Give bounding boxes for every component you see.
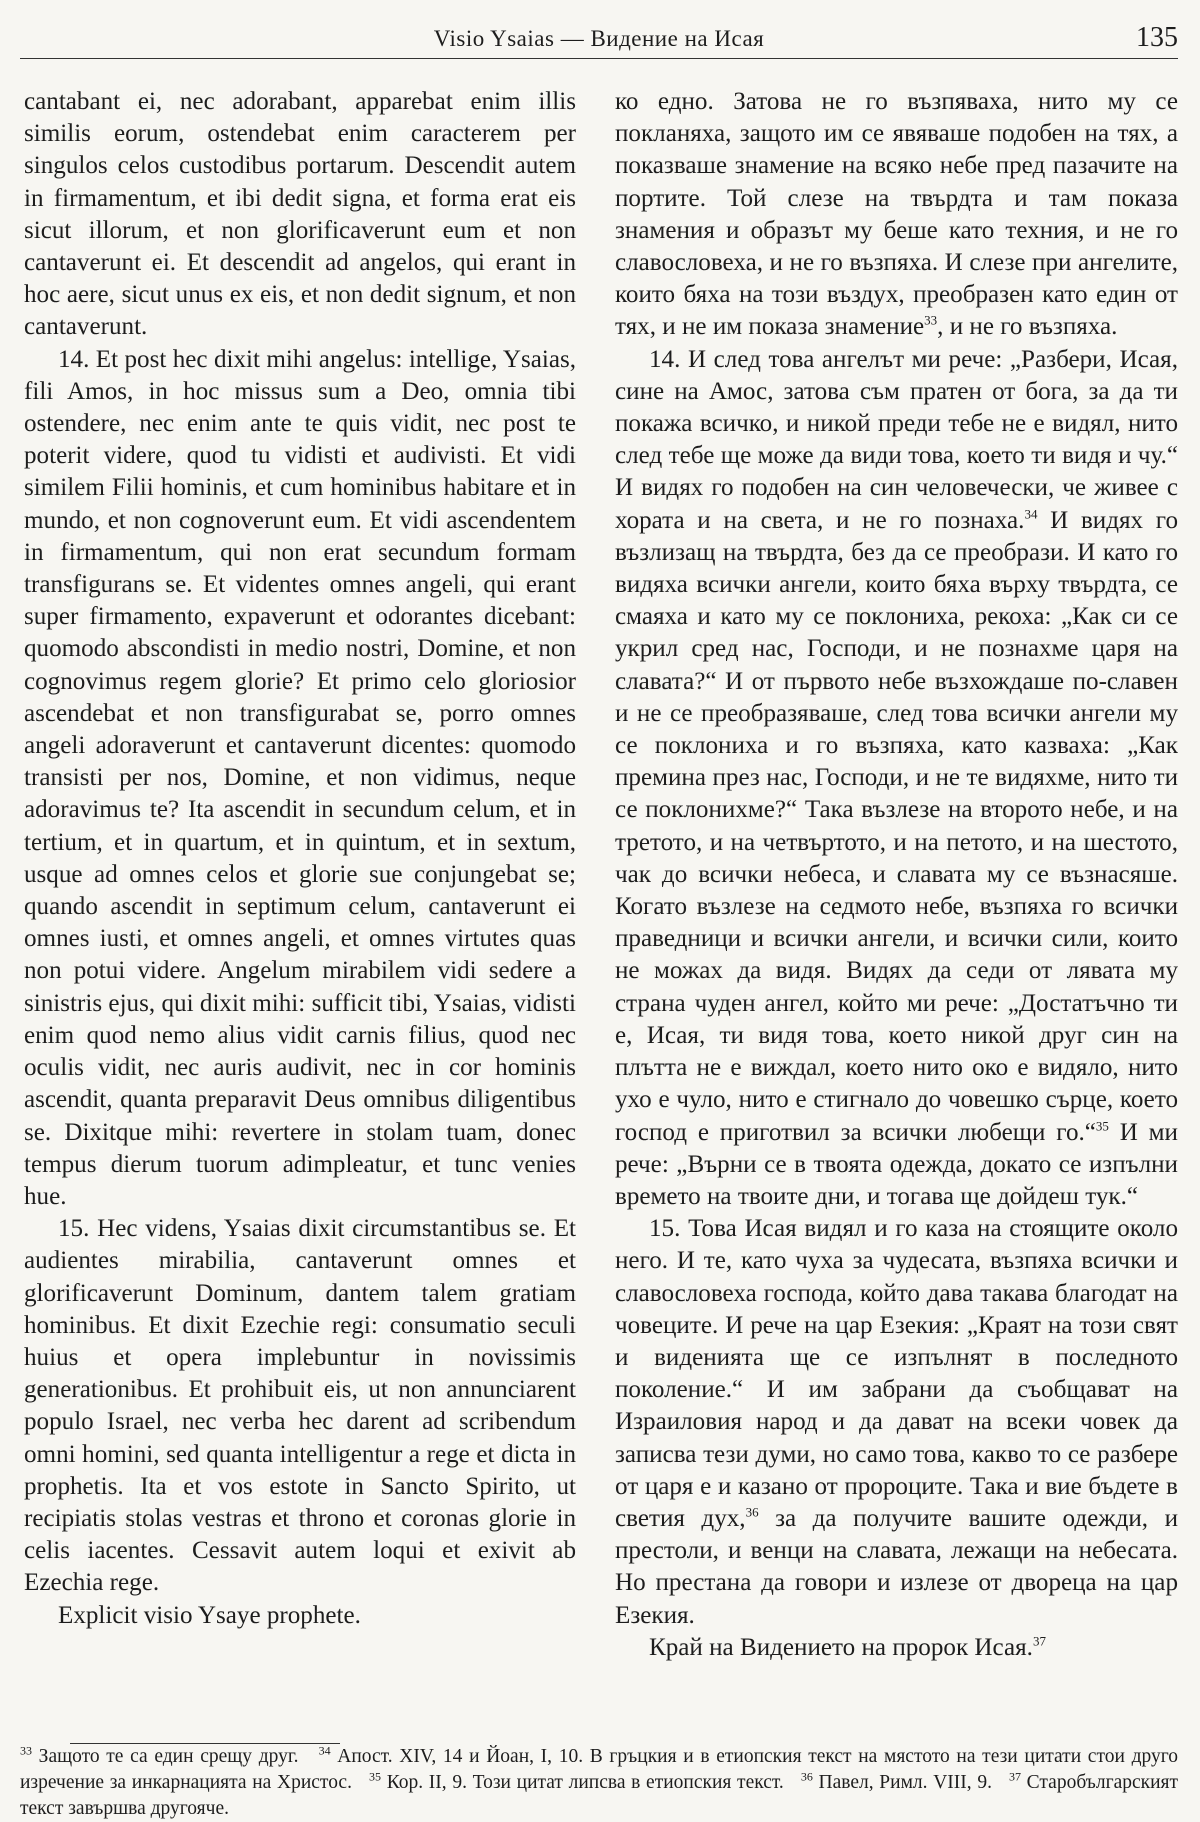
bulgarian-paragraph-14 xyxy=(615,344,1178,1213)
bulgarian-text: 14. И след това ангелът ми рече: „Разбери, Исая, сине на Амос, затова съм пратен от бога, за да ти покажа всичко, и никой преди тебе не е видял, нито след тебе ще може да види това, което ти видя и чу.“ И видях го подобен на син человечески, че живее с хората и на света, и не го познаха. xyxy=(615,345,1178,534)
bulgarian-text: ко едно. Затова не го възпяваха, нито му се покланяха, защото им се явяваше подобен на тях, а показваше знамение на всяко небе пред пазачите на портите. Той слезе на твърдта и там показа знамения и образът му беше като техния, и не го славословеха, и не го възпяха. И слезе при ангелите, които бяха на този въздух, преобразен като един от тях, и не им показа знамение xyxy=(615,88,1178,341)
footnote-text: Павел, Римл. VIII, 9. xyxy=(812,1772,992,1793)
footnote-number: 33 xyxy=(20,1743,32,1758)
footnote-ref-36[interactable]: 36 xyxy=(745,1504,759,1520)
bulgarian-text: Край на Видението на пророк Исая. xyxy=(649,1633,1033,1661)
footnote-number: 36 xyxy=(800,1769,813,1784)
page-header xyxy=(20,14,1178,59)
latin-paragraph-14: 14. Et post hec dixit mihi angelus: intellige, Ysaias, fili Amos, in hoc missus sum a Deo, omnia tibi ostendere, nec enim ante te quis vidit, nec post te poterit videre, quod tu vidisti et audivisti. Et vidi similem Filii hominis, et cum hominibus habitare et in mundo, et non cognoverunt eum. Et vidi ascendentem in firmamentum, qui non erat secundum formam transfigurans se. Et videntes omnes angeli, qui erant super firmamento, expaverunt et odorantes dicebant: quomodo abscondisti in medio nostri, Domine, et non cognovimus regem glorie? Et primo celo gloriosior ascendebat et non transfigurabat se, porro omnes angeli adoraverunt et cantaverunt dicentes: quomodo transisti per nos, Domine, et non vidimus, neque adoravimus te? Ita ascendit in secundum celum, et in tertium, et in quartum, et in quintum, et in sextum, usque ad omnes celos et glorie sue conjungebat se; quando ascendit in septimum celum, cantaverunt ei omnes iusti, et omnes angeli, et omnes virtutes quas non potui videre. Angelum mirabilem vidi sedere a sinistris ejus, qui dixit mihi: sufficit tibi, Ysaias, vidisti enim quod nemo alius vidit carnis filius, quod nec oculis vidit, nec auris audivit, nec in cor hominis ascendit, quanta preparavit Deus omnibus diligentibus se. Dixitque mihi: revertere in stolam tuam, donec tempus dierum tuorum adimpleatur, et tunc venies hue. xyxy=(24,345,576,1210)
footnote-block xyxy=(20,1744,1178,1822)
running-title: Visio Ysaias — Видение на Исая xyxy=(433,26,765,51)
bulgarian-column xyxy=(615,86,1178,1664)
page-number: 135 xyxy=(1136,22,1178,53)
footnote-text: Старобългарският текст завършва другояче. xyxy=(20,1772,1179,1819)
bulgarian-paragraph xyxy=(615,86,1178,344)
footnote-ref-35[interactable]: 35 xyxy=(1095,1118,1109,1134)
bulgarian-text: 15. Това Исая видял и го каза на стоящите около него. И те, като чуха за чудесата, възпяха всички и славословеха господа, който дава такава благодат на човеците. И рече на цар Езекия: „Краят на този свят и виденията ще се изпълнят в последното поколение.“ И им забрани да съобщават на Израиловия народ и да дават на всеки човек да записва тези думи, но само това, какво то се разбере от царя е и казано от пророците. Така и вие бъдете в светия дух, xyxy=(615,1215,1178,1532)
footnotes xyxy=(20,1744,1178,1822)
footnote-number: 37 xyxy=(1009,1769,1021,1784)
footnote-ref-37[interactable]: 37 xyxy=(1032,1633,1046,1649)
bulgarian-text: И ми рече: „Върни се в твоята одежда, докато се изпълни времето на твоите дни, и тогава ще дойдеш тук.“ xyxy=(615,1118,1178,1210)
footnote-number: 35 xyxy=(369,1769,382,1784)
footnote-text: Кор. II, 9. Този цитат липсва в етиопския текст. xyxy=(381,1772,784,1793)
latin-explicit: Explicit visio Ysaye prophete. xyxy=(58,1601,361,1629)
bulgarian-text: И видях го възлизащ на твърдта, без да се преобрази. И като го видяха всички ангели, които бяха върху твърдта, се смаяха и като му се поклониха, рекоха: „Как си се укрил сред нас, Господи, и не познахме царя на славата?“ И от първото небе възхождаше по-славен и не се преобразяваше, след това всички ангели му се поклониха и го възпяха, като казваха: „Как премина през нас, Господи, и не те видяхме, нито ти се поклонихме?“ Така възлезе на второто небе, и на третото, и на четвъртото, и на петото, и на шестото, чак до всички небеса, и славата му се възнасяше. Когато възлезе на седмото небе, възпяха го всички праведници и всички ангели, и всички сили, които не можах да видя. Видях да седи от лявата му страна чуден ангел, който ми рече: „Достатъчно ти е, Исая, ти видя това, което никой друг син на плътта не е виждал, което нито око е видяло, нито ухо е чуло, нито е стигнало до човешко сърце, което господ е приготвил за всички любещи го.“ xyxy=(615,506,1179,1146)
latin-paragraph-15: 15. Hec videns, Ysaias dixit circumstantibus se. Et audientes mirabilia, cantaverunt omnes et glorificaverunt Dominum, dantem talem gratiam hominibus. Et dixit Ezechie regi: consumatio seculi huius et opera implebuntur in novissimis generationibus. Et prohibuit eis, ut non annunciarent populo Israel, nec verba hec darent ad scribendum omni homini, sed quanta intelligentur a rege et dicta in prophetis. Ita et vos estote in Sancto Spirito, ut recipiatis stolas vestras et throno et coronas glorie in celis iacentes. Cessavit autem loqui et exivit ab Ezechia rege. xyxy=(24,1215,576,1597)
latin-paragraph: cantabant ei, nec adorabant, apparebat enim illis similis eorum, ostendebat enim caracterem per singulos celos custodibus portarum. Descendit autem in firmamentum, et ibi dedit signa, et forma erat eis sicut illorum, et non glorificaverunt eum et non cantaverunt ei. Et descendit ad angelos, qui erant in hoc aere, sicut unus ex eis, et non dedit signum, et non cantaverunt. xyxy=(24,88,576,341)
footnote-text: Апост. XIV, 14 и Йоан, I, 10. В гръцкия и в етиопския текст на мястото на тези цитати стои друго изречение за инкарнацията на Христос. xyxy=(20,1746,1179,1793)
bulgarian-text: , и не го възпяха. xyxy=(937,313,1118,341)
footnote-number: 34 xyxy=(318,1743,331,1758)
footnote-ref-33[interactable]: 33 xyxy=(924,313,938,329)
footnote-text: Защото те са един срещу друг. xyxy=(32,1746,299,1767)
bulgarian-text: за да получите вашите одежди, и престоли, и венци на славата, лежащи на небесата. Но престана да говори и излезе от двореца на цар Езекия. xyxy=(615,1504,1178,1629)
bulgarian-explicit xyxy=(615,1632,1178,1664)
footnote-ref-34[interactable]: 34 xyxy=(1024,506,1038,522)
latin-column xyxy=(24,86,576,1632)
bulgarian-paragraph-15 xyxy=(615,1213,1178,1632)
